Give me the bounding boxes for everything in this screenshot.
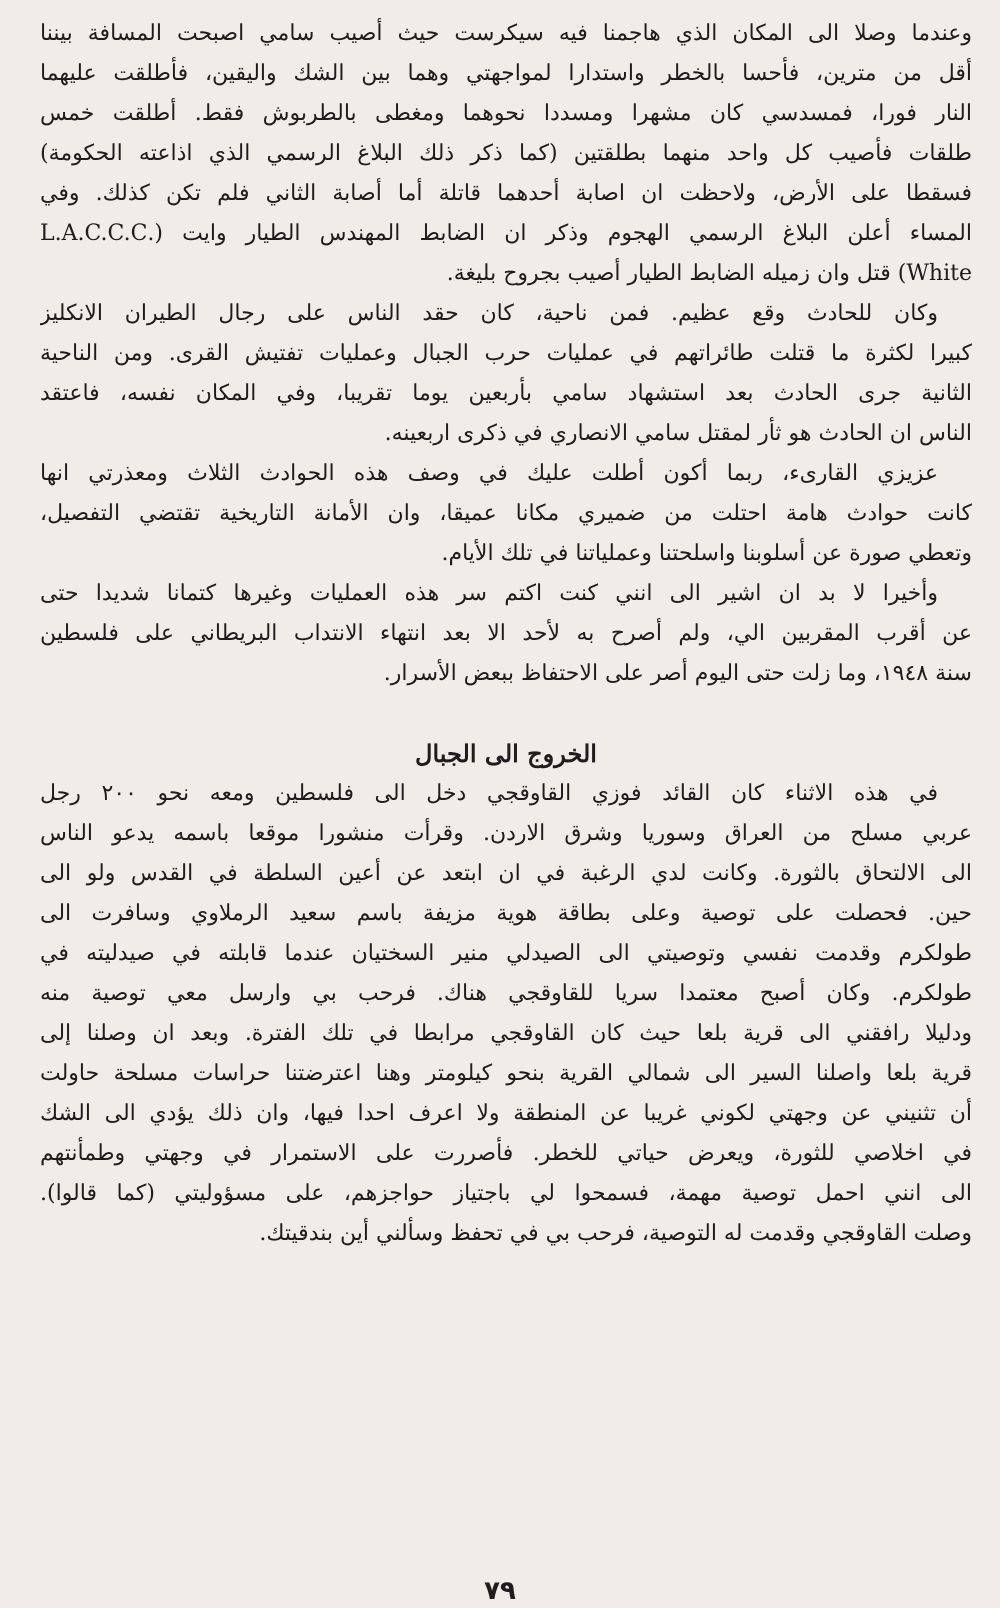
text-line: طولكرم. وكان أصبح معتمدا سريا للقاوقجي هناك. فرحب بي وارسل معي توصية منه — [40, 981, 972, 1006]
paragraph-to-the-mountains — [40, 774, 972, 1254]
page-body — [40, 14, 972, 1254]
text-line: كبيرا لكثرة ما قتلت طائراتهم في عمليات حرب الجبال وعمليات تفتيش القرى. ومن الناحية — [40, 341, 972, 366]
text-line: الثانية جرى الحادث بعد استشهاد سامي بأربعين يوما تقريبا، وفي المكان نفسه، فاعتقد — [40, 381, 972, 406]
text-line: أن تثنيني عن وجهتي لكوني غريبا عن المنطقة ولا اعرف احدا فيها، وان ذلك يؤدي الى الشك — [40, 1101, 972, 1126]
text-line: المساء أعلن البلاغ الرسمي الهجوم وذكر ان الضابط المهندس الطيار وايت (.L.A.C.C.C — [40, 221, 972, 246]
text-line: طلقات فأصيب كل واحد منهما بطلقتين (كما ذكر ذلك البلاغ الرسمي الذي اذاعته الحكومة) — [40, 141, 972, 166]
text-line: أقل من مترين، فأحسا بالخطر واستدارا لمواجهتي وهما بين الشك واليقين، فأطلقت عليهما — [40, 61, 972, 86]
text-line: وصلت القاوقجي وقدمت له التوصية، فرحب بي في تحفظ وسألني أين بندقيتك. — [259, 1221, 972, 1246]
text-line: حين. فحصلت على توصية وعلى بطاقة هوية مزيفة باسم سعيد الرملاوي وسافرت الى — [40, 901, 972, 926]
text-line: الى انني احمل توصية مهمة، فسمحوا لي باجتياز حواجزهم، على مسؤوليتي (كما قالوا). — [40, 1181, 972, 1206]
paragraph-reader-note — [40, 454, 972, 574]
text-line: سنة ١٩٤٨، وما زلت حتى اليوم أصر على الاحتفاظ ببعض الأسرار. — [383, 661, 972, 686]
text-line: الناس ان الحادث هو ثأر لمقتل سامي الانصاري في ذكرى اربعينه. — [384, 421, 972, 446]
text-line: الى الالتحاق بالثورة. وكانت لدي الرغبة في ان ابتعد عن أعين السلطة في القدس ولو الى — [40, 861, 972, 886]
section-heading: الخروج الى الجبال — [415, 739, 597, 768]
text-line: عزيزي القارىء، ربما أكون أطلت عليك في وصف هذه الحوادث الثلاث ومعذرتي انها — [40, 461, 938, 486]
page-number: ٧٩ — [484, 1576, 516, 1606]
text-line: وعندما وصلا الى المكان الذي هاجمنا فيه سيكرست حيث أصيب سامي اصبحت المسافة بيننا — [40, 21, 972, 46]
text-line: عن أقرب المقربين الي، ولم أصرح به لأحد الا بعد انتهاء الانتداب البريطاني على فلسطين — [40, 621, 972, 646]
text-line: قرية بلعا واصلنا السير الى شمالي القرية بنحو كيلومتر وهنا اعترضتنا حراسات مسلحة حاولت — [40, 1061, 972, 1086]
text-line: White) قتل وان زميله الضابط الطيار أصيب بجروح بليغة. — [446, 261, 972, 286]
blank-line — [40, 694, 972, 734]
text-line: وتعطي صورة عن أسلوبنا واسلحتنا وعملياتنا في تلك الأيام. — [441, 541, 972, 566]
paragraph-secrecy — [40, 574, 972, 694]
paragraph-attack-report — [40, 14, 972, 294]
text-line: النار فورا، فمسدسي كان مشهرا ومسددا نحوهما ومغطى بالطربوش فقط. أطلقت خمس — [40, 101, 972, 126]
text-line: في اخلاصي للثورة، ويعرض حياتي للخطر. فأصررت على الاستمرار في وجهتي وطمأنتهم — [40, 1141, 972, 1166]
text-line: وأخيرا لا بد ان اشير الى انني كنت اكتم سر هذه العمليات وغيرها كتمانا شديدا حتى — [40, 581, 938, 606]
paragraph-impact — [40, 294, 972, 454]
text-line: كانت حوادث هامة احتلت من ضميري مكانا عميقا، وان الأمانة التاريخية تقتضي التفصيل، — [40, 501, 972, 526]
text-line: طولكرم وقدمت نفسي وتوصيتي الى الصيدلي منير السختيان عندما قابلته في صيدليته في — [40, 941, 972, 966]
text-line: فسقطا على الأرض، ولاحظت ان اصابة أحدهما قاتلة أما أصابة الثاني فلم تكن كذلك. وفي — [40, 181, 972, 206]
text-line: عربي مسلح من العراق وسوريا وشرق الاردن. وقرأت منشورا موقعا باسمه يدعو الناس — [40, 821, 972, 846]
text-line: في هذه الاثناء كان القائد فوزي القاوقجي دخل الى فلسطين ومعه نحو ٢٠٠ رجل — [40, 781, 938, 806]
text-line: وكان للحادث وقع عظيم. فمن ناحية، كان حقد الناس على رجال الطيران الانكليز — [40, 301, 938, 326]
text-line: ودليلا رافقني الى قرية بلعا حيث كان القاوقجي مرابطا في تلك الفترة. وبعد ان وصلنا إلى — [40, 1021, 972, 1046]
